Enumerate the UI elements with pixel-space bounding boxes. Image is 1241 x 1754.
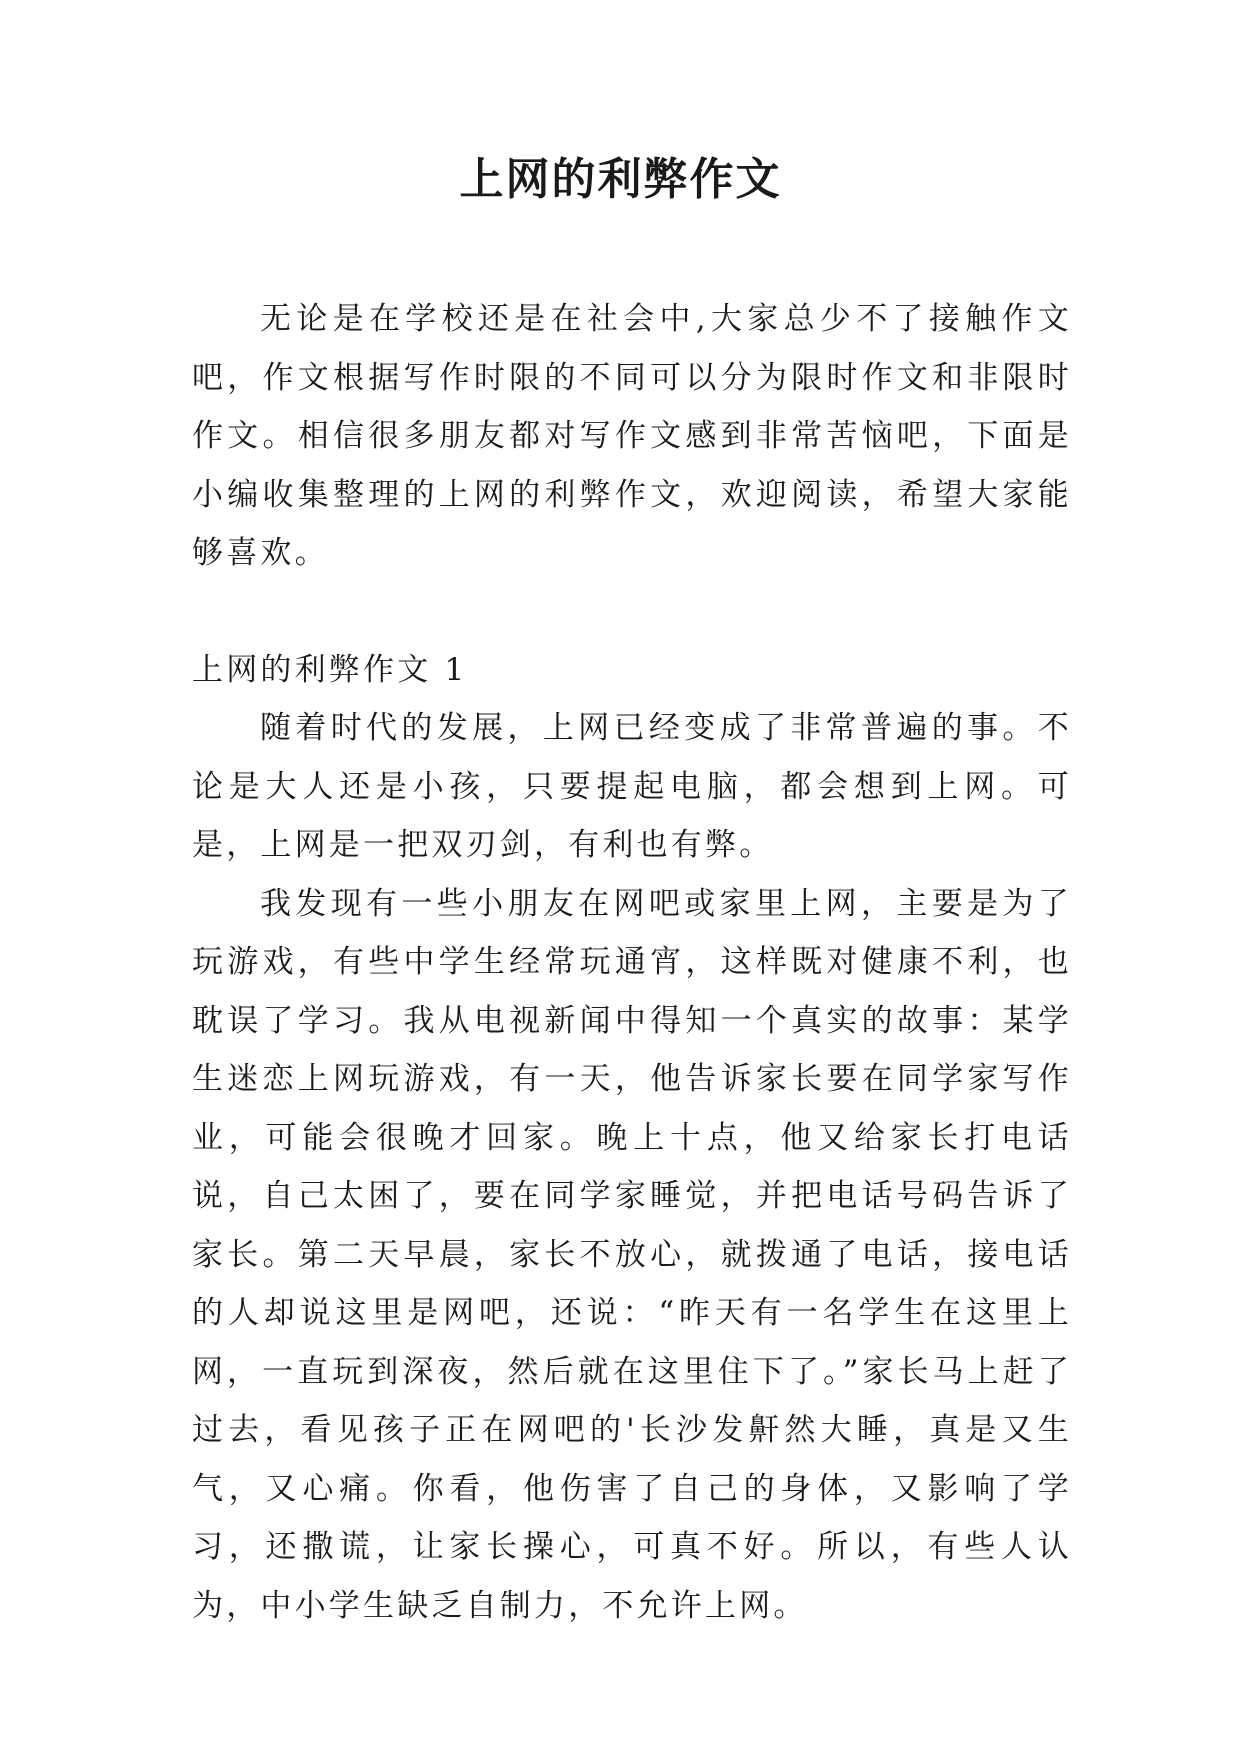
spacer (192, 583, 1072, 641)
document-body (192, 290, 1072, 1635)
document-title: 上网的利弊作文 (459, 154, 782, 205)
body-paragraph-2: 我发现有一些小朋友在网吧或家里上网，主要是为了玩游戏，有些中学生经常玩通宵，这样既对健康不利，也耽误了学习。我从电视新闻中得知一个真实的故事：某学生迷恋上网玩游戏，有一天，他告诉家长要在同学家写作业，可能会很晚才回家。晚上十点，他又给家长打电话说，自己太困了，要在同学家睡觉，并把电话号码告诉了家长。第二天早晨，家长不放心，就拨通了电话，接电话的人却说这里是网吧，还说：“昨天有一名学生在这里上网，一直玩到深夜，然后就在这里住下了。”家长马上赶了过去，看见孩子正在网吧的'长沙发鼾然大睡，真是又生气，又心痛。你看，他伤害了自己的身体，又影响了学习，还撒谎，让家长操心，可真不好。所以，有些人认为，中小学生缺乏自制力，不允许上网。 (192, 885, 1072, 1624)
body-paragraph-1: 随着时代的发展，上网已经变成了非常普遍的事。不论是大人还是小孩，只要提起电脑，都会想到上网。可是，上网是一把双刃剑，有利也有弊。 (192, 710, 1072, 863)
section-heading: 上网的利弊作文 1 (192, 651, 468, 688)
intro-paragraph: 无论是在学校还是在社会中,大家总少不了接触作文吧，作文根据写作时限的不同可以分为限时作文和非限时作文。相信很多朋友都对写作文感到非常苦恼吧，下面是小编收集整理的上网的利弊作文，欢迎阅读，希望大家能够喜欢。 (192, 301, 1072, 571)
